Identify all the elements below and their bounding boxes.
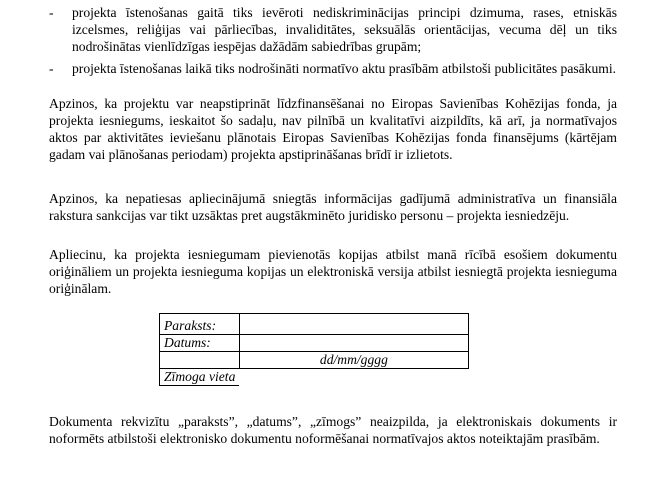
footer-note: Dokumenta rekvizītu „paraksts”, „datums”, „zīmogs” neaizpilda, ja elektroniskais dokuments ir noformēts atbilstoši elektronisko dokumentu noformēšanai normatīvajos aktos noteiktajām prasībām.: [49, 414, 617, 446]
paragraph-sanctions: Apzinos, ka nepatiesas apliecinājumā sniegtās informācijas gadījumā administratīva un finansiāla rakstura sankcijas var tikt uzsāktas pret augstākminēto juridisko personu – projekta iesniedzēju.: [49, 191, 617, 223]
signature-field[interactable]: [239, 314, 468, 335]
signature-table: [159, 313, 469, 386]
bullet-item: [49, 60, 617, 77]
bullet-marker: -: [49, 5, 54, 20]
bullet-marker: -: [49, 61, 54, 76]
date-label: Datums:: [160, 335, 240, 352]
signature-label: Paraksts:: [160, 314, 240, 335]
date-format-spacer: [160, 352, 240, 369]
paragraph-certification: Apliecinu, ka projekta iesniegumam pievienotās kopijas atbilst manā rīcībā esošiem dokumentu oriģināliem un projekta iesnieguma kopijas un elektroniskā versija atbilst iesniegtā projekta iesnieguma oriģinālam.: [49, 247, 617, 296]
bullet-text: projekta īstenošanas gaitā tiks ievēroti nediskriminācijas principi dzimuma, rases, etniskās izcelsmes, reliģijas vai pārliecības, invaliditātes, seksuālās orientācijas, vecuma dēļ un tiks nodrošinātas vienlīdzīgas iespējas dažādām sabiedrības grupām;: [72, 5, 617, 54]
date-field[interactable]: [239, 335, 468, 352]
bullet-text: projekta īstenošanas laikā tiks nodrošināti normatīvo aktu prasībām atbilstoši publicitātes pasākumi.: [72, 61, 617, 76]
date-format-hint: dd/mm/gggg: [239, 352, 468, 369]
stamp-label: Zīmoga vieta: [160, 369, 240, 386]
paragraph-eligibility: Apzinos, ka projektu var neapstiprināt līdzfinansēšanai no Eiropas Savienības Kohēzijas fonda, ja projekta iesniegums, ieskaitot šo sadaļu, nav pilnībā un kvalitatīvi aizpildīts, kā arī, ja normatīvajos aktos par aktivitātes ieviešanu plānotais Eiropas Savienības Kohēzijas fonda finansējums (kārtējam gadam vai plānošanas periodam) projekta apstiprināšanas brīdī ir izlietots.: [49, 96, 617, 162]
bullet-item: [49, 4, 617, 55]
stamp-area: [239, 369, 468, 386]
